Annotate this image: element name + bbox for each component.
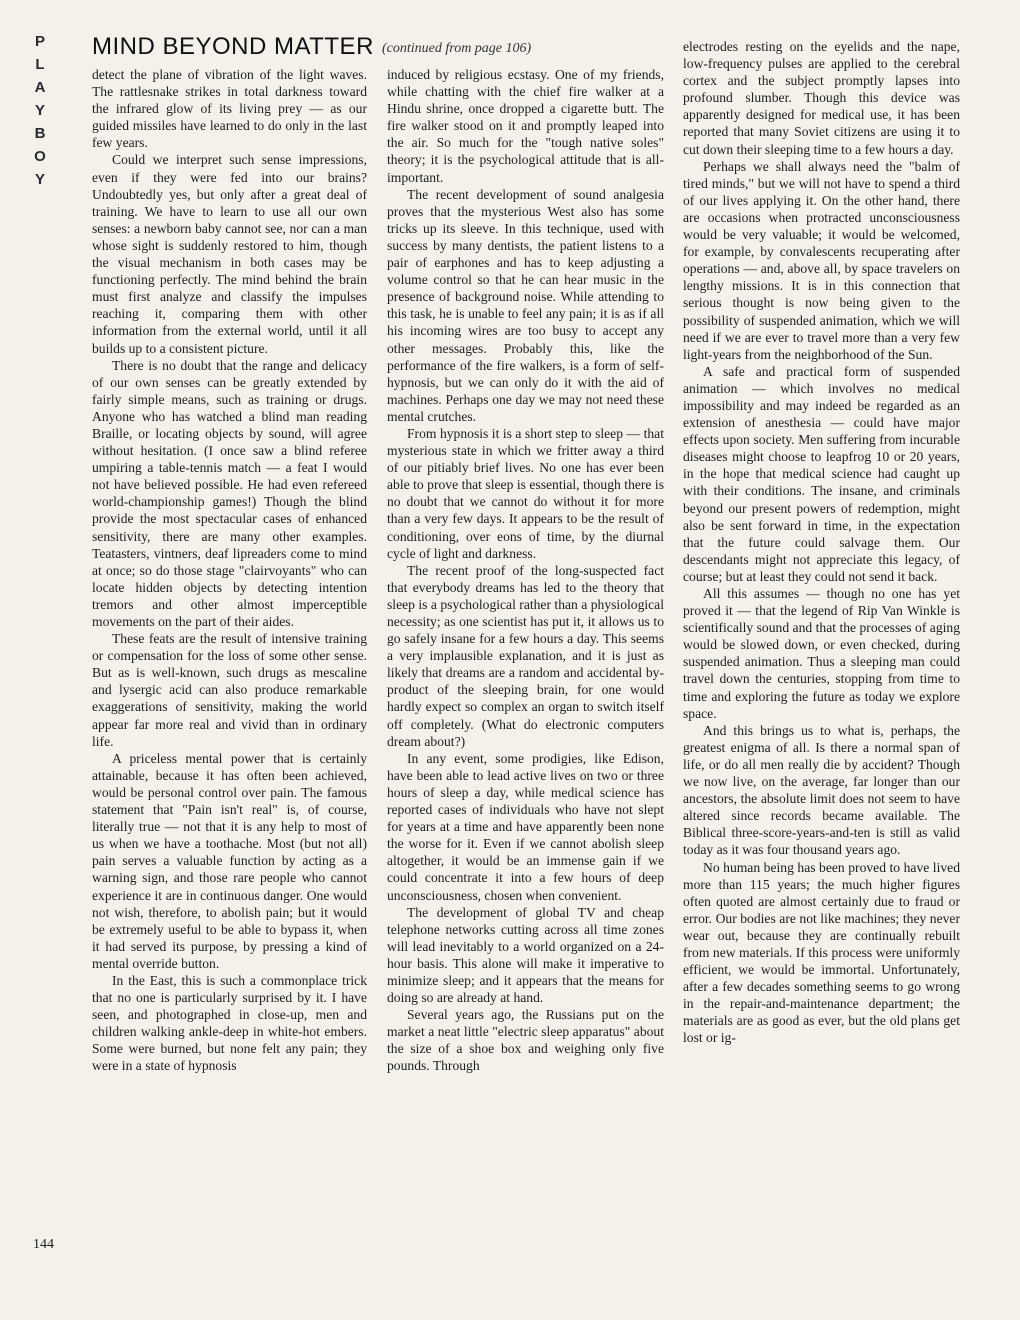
article-paragraph: A priceless mental power that is certainly attainable, because it has often been achieved, would be personal control over pain. The famous statement that "Pain isn't real" is, of course, literally true — not that it is any help to most of us when we have a toothache. Most (but not all) pain serves a valuable function by acting as a warning sign, and those rare people who cannot experience it are in continuous danger. One would not wish, therefore, to abolish pain; but it would be extremely useful to be able to bypass it, when it had served its purpose, by pressing a kind of mental override button.: [92, 750, 367, 971]
article-paragraph: Perhaps we shall always need the "balm of tired minds," but we will not have to spend a third of our lives applying it. On the other hand, there are occasions when protracted unconsciousness would be very valuable; it would be welcomed, for example, by convalescents recuperating after operations — and, above all, by space travelers on lengthy missions. It is in this connection that serious thought is now being given to the possibility of suspended animation, which we will need if we are ever to travel more than a very few light-years from the neighborhood of the Sun.: [683, 158, 960, 362]
article-paragraph: electrodes resting on the eyelids and the nape, low-frequency pulses are applied to the cerebral cortex and the subject promptly lapses into profound slumber. Though this device was apparently designed for medical use, it has been reported that many Soviet citizens are using it to cut down their sleeping time to a few hours a day.: [683, 39, 960, 157]
article-paragraph: No human being has been proved to have lived more than 115 years; the much higher figures often quoted are almost certainly due to fraud or error. Our bodies are not like machines; they never wear out, because they are continually rebuilt from new materials. If this process were uniformly efficient, we would be immortal. Unfortunately, after a few decades something seems to go wrong in the repair-and-maintenance department; the materials are as good as ever, but the old plans get lost or ig-: [683, 859, 960, 1046]
masthead-letter: P: [34, 33, 45, 50]
article-paragraph: The recent proof of the long-suspected fact that everybody dreams has led to the theory that sleep is a psychological rather than a physiological necessity; as one scientist has put it, it allows us to go safely insane for a few hours a day. This seems a very implausible explanation, and it is just as likely that dreams are a random and accidental by-product of the sleeping brain, for one would hardly expect so complex an organ to switch itself off completely. (What do electronic computers dream about?): [387, 562, 664, 749]
continued-note: (continued from page 106): [382, 41, 532, 56]
masthead-letter: L: [35, 56, 45, 73]
article-paragraph: The development of global TV and cheap telephone networks cutting across all time zones will lead inevitably to a world organized on a 24-hour basis. This alone will make it imperative to minimize sleep; and it appears that the means for doing so are already at hand.: [387, 904, 664, 1006]
article-paragraph: And this brings us to what is, perhaps, the greatest enigma of all. Is there a normal span of life, or do all men really die by accident? Though we now live, on the average, far longer than our ancestors, the absolute limit does not seem to have altered since records became available. The Biblical three-score-years-and-ten is still as valid today as it was four thousand years ago.: [683, 722, 960, 858]
masthead-letter: A: [34, 79, 46, 96]
masthead-letter: Y: [34, 171, 45, 188]
text-column-3: [683, 38, 960, 1047]
masthead-letter: B: [34, 125, 46, 142]
masthead-letter: O: [34, 148, 46, 165]
article-paragraph: In any event, some prodigies, like Edison, have been able to lead active lives on two or three hours of sleep a day, while medical science has reported cases of individuals who have not slept for years at a time and have apparently been none the worse for it. Even if we cannot abolish sleep altogether, it would be an immense gain if we could concentrate it into a few hours of deep unconsciousness, chosen when convenient.: [387, 750, 664, 903]
article-paragraph: A safe and practical form of suspended animation — which involves no medical impossibility and may indeed be regarded as an extension of anesthesia — could have major effects upon society. Men suffering from incurable diseases might choose to leapfrog 10 or 20 years, in the hope that medical science had caught up with their conditions. The insane, and criminals beyond our present powers of redemption, might also be sent forward in time, in the expectation that the future could salvage them. Our descendants might not appreciate this legacy, of course; but at least they could not send it back.: [683, 363, 960, 584]
article-paragraph: In the East, this is such a commonplace trick that no one is particularly surprised by it. I have seen, and photographed in close-up, men and children walking ankle-deep in white-hot embers. Some were burned, but none felt any pain; they were in a state of hypnosis: [92, 972, 367, 1074]
page-number: 144: [33, 1237, 54, 1252]
article-paragraph: induced by religious ecstasy. One of my friends, while chatting with the chief fire walker at a Hindu shrine, once dropped a cigarette butt. The fire walker stood on it and promptly leaped into the air. So much for the "tough native soles" theory; it is the psychological attitude that is all-important.: [387, 67, 664, 185]
article-paragraph: All this assumes — though no one has yet proved it — that the legend of Rip Van Winkle is scientifically sound and that the processes of aging would be slowed down, or even checked, during suspended animation. Thus a sleeping man could travel down the centuries, stopping from time to time and exploring the future as today we explore space.: [683, 586, 960, 721]
article-paragraph: The recent development of sound analgesia proves that the mysterious West also has some tricks up its sleeve. In this technique, used with success by many dentists, the patient listens to a pair of earphones and has to keep adjusting a volume control so that he can hear music in the presence of background noise. While attending to this task, he is unable to feel any pain; it is as if all his incoming wires are too busy to accept any other messages. Probably this, like the performance of the fire walkers, is a form of self-hypnosis, but we can only do it with the aid of machines. Perhaps one day we may not need these mental crutches.: [387, 186, 664, 424]
article-paragraph: There is no doubt that the range and delicacy of our own senses can be greatly extended by fairly simple means, such as training or drugs. Anyone who has watched a blind man reading Braille, or locating objects by sound, will agree without hesitation. (I once saw a blind referee umpiring a table-tennis match — a feat I would not have believed possible. He had even refereed world-championship games!) Though the blind provide the most spectacular cases of enhanced sensitivity, there are many other examples. Teatasters, vintners, deaf lipreaders come to mind at once; so do those stage "clairvoyants" who can locate hidden objects by detecting intention tremors and other almost imperceptible movements on the part of their aides.: [92, 357, 367, 629]
text-column-1: [92, 66, 367, 1075]
article-title: MIND BEYOND MATTER: [92, 33, 374, 60]
article-paragraph: Several years ago, the Russians put on the market a neat little "electric sleep apparatus" about the size of a shoe box and weighing only five pounds. Through: [387, 1007, 664, 1074]
masthead-letter: Y: [34, 102, 45, 119]
magazine-masthead-vertical: [30, 30, 50, 191]
text-column-2: [387, 66, 664, 1075]
article-paragraph: From hypnosis it is a short step to sleep — that mysterious state in which we fritter away a third of our pitiably brief lives. No one has ever been able to prove that sleep is essential, though there is no doubt that we cannot do without it for more than a very few days. It appears to be the result of conditioning, over eons of time, by the diurnal cycle of light and darkness.: [387, 425, 664, 561]
article-paragraph: Could we interpret such sense impressions, even if they were fed into our brains? Undoubtedly yes, but only after a great deal of training. We have to learn to use all our own senses: a newborn baby cannot see, nor can a man whose sight is suddenly restored to him, though the visual mechanism in both cases may be functioning perfectly. The mind behind the brain must first analyze and classify the impulses reaching it, comparing them with other information from the external world, until it all builds up to a consistent picture.: [92, 152, 367, 356]
article-paragraph: These feats are the result of intensive training or compensation for the loss of some other sense. But as is well-known, such drugs as mescaline and lysergic acid can also produce remarkable exaggerations of sensitivity, making the world appear far more real and vivid than in ordinary life.: [92, 631, 367, 749]
article-paragraph: detect the plane of vibration of the light waves. The rattlesnake strikes in total darkness toward the infrared glow of its living prey — as our guided missiles have learned to do only in the last few years.: [92, 67, 367, 151]
